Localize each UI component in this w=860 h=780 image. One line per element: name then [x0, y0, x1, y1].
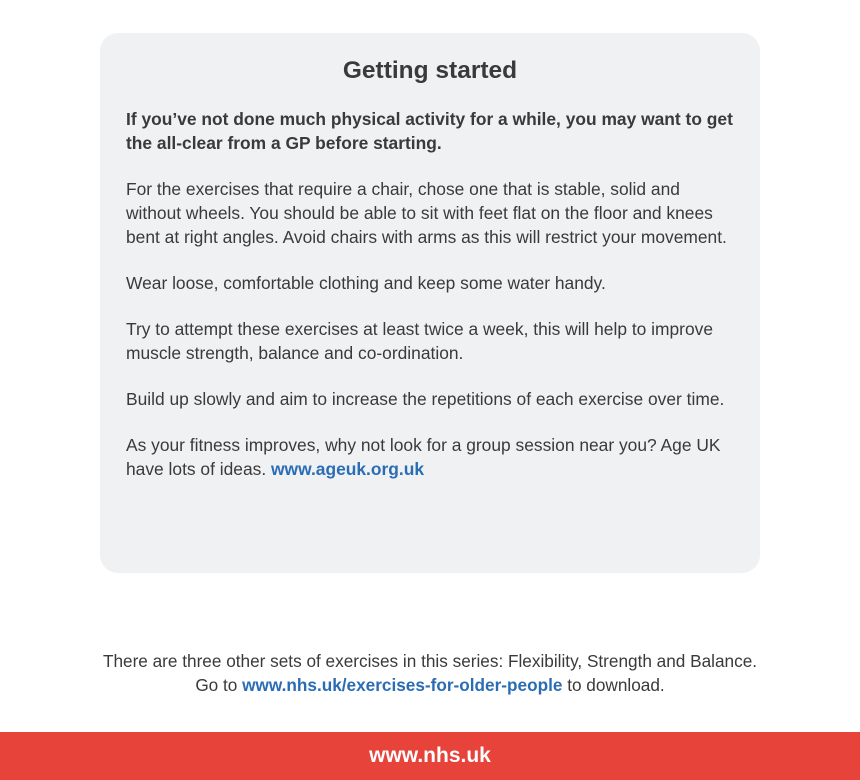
- frequency-paragraph: Try to attempt these exercises at least twice a week, this will help to improve muscle strength, balance and co-ordination.: [126, 319, 714, 363]
- clothing-paragraph: Wear loose, comfortable clothing and keep some water handy.: [126, 273, 606, 293]
- nhs-banner: [0, 732, 860, 780]
- lead-paragraph: If you’ve not done much physical activity for a while, you may want to get the all-clear from a GP before starting.: [126, 109, 733, 153]
- build-up-paragraph: Build up slowly and aim to increase the repetitions of each exercise over time.: [126, 389, 725, 409]
- series-info: [0, 649, 860, 697]
- ageuk-link[interactable]: www.ageuk.org.uk: [271, 459, 425, 479]
- download-prefix: Go to: [195, 675, 238, 695]
- group-session-paragraph: [126, 433, 734, 481]
- getting-started-card: [100, 33, 760, 573]
- nhs-url[interactable]: www.nhs.uk: [369, 744, 491, 767]
- nhs-exercises-link[interactable]: www.nhs.uk/exercises-for-older-people: [242, 675, 563, 695]
- chair-paragraph: For the exercises that require a chair, chose one that is stable, solid and without wheels. You should be able to sit with feet flat on the floor and knees bent at right angles. Avoid chairs with arms as this will restrict your movement.: [126, 179, 727, 247]
- group-session-text: As your fitness improves, why not look for a group session near you? Age UK have lots of ideas.: [126, 435, 721, 479]
- series-line: There are three other sets of exercises in this series: Flexibility, Strength and Balance.: [102, 651, 758, 671]
- card-title: Getting started: [342, 57, 518, 84]
- download-suffix: to download.: [567, 675, 665, 695]
- download-line: [0, 673, 860, 697]
